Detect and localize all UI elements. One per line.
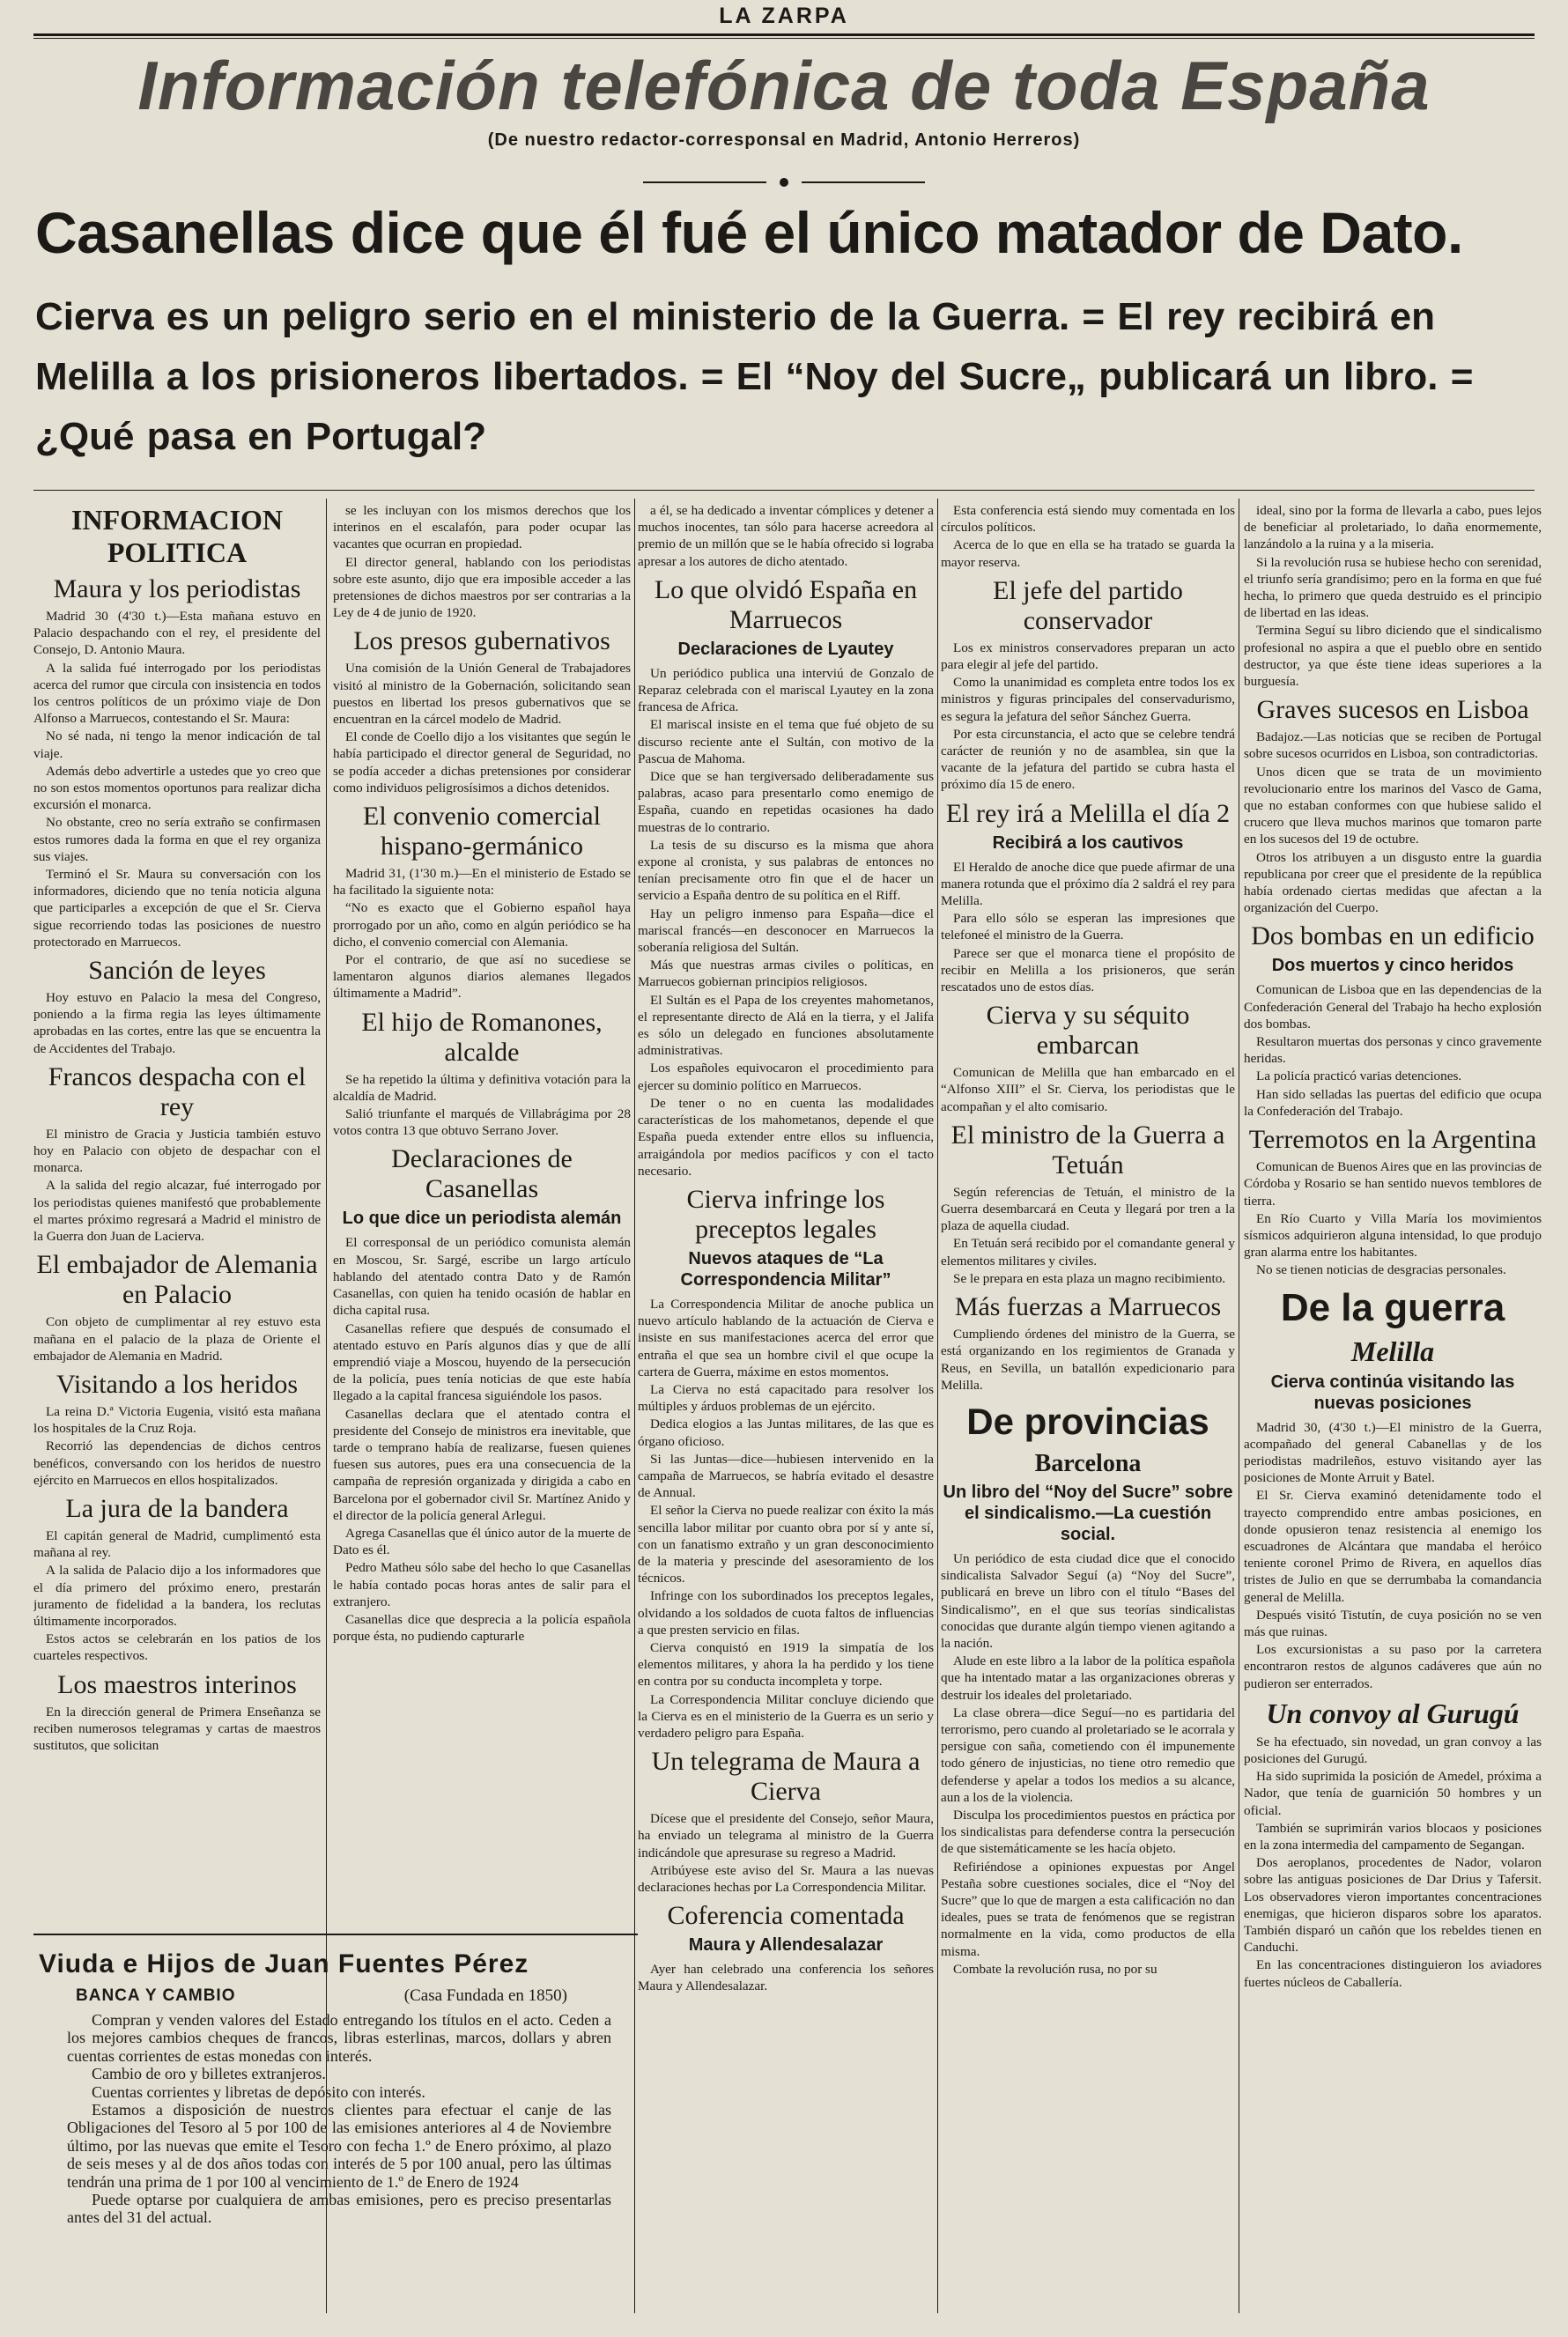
paragraph: Hoy estuvo en Palacio la mesa del Congreso, poniendo a la firma regia las leyes últimamente aprobadas en las cortes, entre las que se encuentra la de Accidentes del Trabajo. [33,990,321,1056]
paragraph: Acerca de lo que en ella se ha tratado se guarda la mayor reserva. [941,537,1235,570]
paragraph: Los españoles equivocaron el procedimiento para ejercer su dominio político en Marruecos. [638,1061,934,1093]
paragraph: Atribúyese este aviso del Sr. Maura a las nuevas declaraciones hechas por La Correspondencia Militar. [638,1862,934,1895]
article-subheading: Dos muertos y cinco heridos [1271,956,1514,976]
paragraph: Comunican de Buenos Aires que en las provincias de Córdoba y Rosario se han sentido nuevos temblores de tierra. [1244,1159,1542,1209]
paragraph: Por el contrario, de que así no sucediese se lamentaron algunos diarios alemanes llegados últimamente a Madrid”. [333,952,631,1002]
article-heading: Coferencia comentada [667,1901,905,1931]
paragraph: Según referencias de Tetuán, el ministro de la Guerra desembarcará en Ceuta y llegará por tren a la plaza de aquella ciudad. [941,1184,1235,1234]
article-heading: Visitando a los heridos [56,1369,298,1399]
paragraph: Se le prepara en esta plaza un magno recibimiento. [953,1270,1226,1286]
paragraph: Salió triunfante el marqués de Villabrágima por 28 votos contra 13 que obtuvo Serrano Jover. [333,1106,631,1139]
article-heading: Los presos gubernativos [353,626,610,656]
article-heading: El ministro de la Guerra a Tetuán [950,1120,1225,1180]
paragraph: Disculpa los procedimientos puestos en práctica por los sindicalistas para defenderse contra la persecución de que sistemáticamente se les hacía objeto. [941,1807,1235,1857]
paragraph: Madrid 30, (4'30 t.)—El ministro de la Guerra, acompañado del general Cabanellas y de los periodistas madrileños, estuvo visitando ayer las posiciones de Monte Arruit y Batel. [1244,1419,1542,1486]
paragraph: Se ha efectuado, sin novedad, un gran convoy a las posiciones del Gurugú. [1244,1734,1542,1766]
paragraph: En la dirección general de Primera Enseñanza se reciben numerosos telegramas y cartas de maestros sustitutos, que solicitan [33,1704,321,1753]
ad-title: Viuda e Hijos de Juan Fuentes Pérez [39,1949,529,1978]
paragraph: “No es exacto que el Gobierno español haya prorrogado por un año, como en algún periódico se ha dicho, el convenio comercial con Alemania. [333,900,631,950]
paragraph: A la salida fué interrogado por los periodistas acerca del rumor que circula con insistencia en todos los centros políticos de un próximo viaje de Don Alfonso a Marruecos, contestando el Sr. Maura: [33,660,321,727]
paragraph: Comunican de Lisboa que en las dependencias de la Confederación General del Trabajo ha hecho explosión dos bombas. [1244,982,1542,1032]
ad-paragraph: Puede optarse por cualquiera de ambas emisiones, pero es preciso presentarlas antes del 31 del actual. [67,2191,611,2227]
paragraph: Para ello sólo se esperan las impresiones que telefoneé el ministro de la Guerra. [941,911,1235,943]
banner-title: Información telefónica de toda España [137,47,1431,124]
section-heading: De la guerra [1280,1285,1505,1329]
column-2 [333,502,631,1929]
paragraph: La clase obrera—dice Seguí—no es partidaria del terrorismo, pero cuando al proletariado se le acorrala y persigue con saña, cometiendo con él impunemente todo género de injusticias, no tiene otro remedio que defenderse y apelar a todos los medios a su alcance, aun a los de la violencia. [941,1705,1235,1805]
paragraph: La Correspondencia Militar de anoche publica un nuevo artículo hablando de la actuación de Cierva e insiste en sus manifestaciones acerca del error que entraña el que sea un hombre civil el que ocupe la cartera de Guerra, máxime en estos momentos. [638,1296,934,1379]
paragraph: Más que nuestras armas civiles o políticas, en Marruecos gobiernan principios religiosos. [638,958,934,990]
article-heading: El jefe del partido conservador [993,575,1183,635]
paragraph: Una comisión de la Unión General de Trabajadores visitó al ministro de la Gobernación, solicitando sean puestos en libertad los presos gubernativos que se encuentran en la cárcel modelo de Madrid. [333,661,631,728]
paragraph: Dícese que el presidente del Consejo, señor Maura, ha enviado un telegrama al ministro de la Guerra indicándole que apresurase su regreso a Madrid. [638,1811,934,1860]
section-title: INFORMACION POLITICA [71,504,283,568]
ad-paragraph: Cuentas corrientes y libretas de depósito con interés. [92,2082,425,2101]
article-heading: Maura y los periodistas [53,574,301,603]
paragraph: También se suprimirán varios blocaos y posiciones en la zona intermedia del campamento de Segangan. [1244,1820,1542,1853]
main-headline: Casanellas dice que él fué el único matador de Dato. [35,200,1463,265]
ad-paragraph: Compran y venden valores del Estado entregando los títulos en el acto. Ceden a los mejores cambios cheques de francos, libras esterlinas, marcos, dollars y abren cuentas corrientes de estas monedas con interés. [67,2011,611,2065]
paragraph: Pedro Matheu sólo sabe del hecho lo que Casanellas le había contado pocas horas antes de salir para el extranjero. [333,1560,631,1609]
paragraph: La Cierva no está capacitado para resolver los múltiples y árduos problemas de un ejército. [638,1381,934,1415]
paragraph: Madrid 30 (4'30 t.)—Esta mañana estuvo en Palacio despachando con el rey, el presidente del Consejo, D. Antonio Maura. [33,609,321,658]
article-heading: Un telegrama de Maura a Cierva [651,1747,921,1807]
paragraph: Dos aeroplanos, procedentes de Nador, volaron sobre las antiguas posiciones de Dar Drius y Tafersit. Los observadores vieron importantes concentraciones enemigas, que hicieron disparos sobre los aparatos. También disparó un cañón que los rebeldes tienen en Canduchi. [1244,1855,1542,1956]
paragraph: No sé nada, ni tengo la menor indicación de tal viaje. [33,728,321,761]
article-heading: Más fuerzas a Marruecos [954,1292,1222,1322]
ad-paragraph: Estamos a disposición de nuestros clientes para efectuar el canje de las Obligaciones del Tesoro al 5 por 100 de las emisiones anteriores al 4 de Noviembre último, por las nuevas que emite el Tesoro con fecha 1.º de Enero próximo, al plazo de seis meses y al de dos años todas con interés de 5 por 100 anual, pero las últimas tendrán una prima de 1 por 100 al vencimiento de 1.º de Enero de 1924 [67,2101,611,2191]
paragraph: La tesis de su discurso es la misma que ahora expone al cronista, y sus palabras de entonces no tenían precisamente otro fin que el de hacer un servicio a España dentro de su política en el Riff. [638,837,934,904]
paragraph: Ha sido suprimida la posición de Amedel, próxima a Nador, que tenía de guarnición 50 hombres y un oficial. [1244,1769,1542,1818]
article-heading: Francos despacha con el rey [48,1061,307,1121]
column-3 [638,502,934,2312]
article-subheading: Un libro del “Noy del Sucre” sobre el sindicalismo.—La cuestión social. [943,1482,1233,1544]
ad-subtitle: BANCA Y CAMBIO [76,1986,236,2005]
paragraph: Los excursionistas a su paso por la carretera encontraron restos de algunos cadáveres que aún no pudieron ser enterrados. [1244,1642,1542,1691]
paragraph: Terminó el Sr. Maura su conversación con los informadores, diciendo que no tenía noticia alguna que participarles a excepción de que el Sr. Cierva sigue recorriendo todas las posiciones de nuestro protectorado en Marruecos. [33,867,321,950]
ad-subtitle-row [76,1986,603,2006]
paragraph: a él, se ha dedicado a inventar cómplices y detener a muchos inocentes, tan sólo para hacerse acreedora al premio de un millón que se le había ofrecido si lograba apresar a los autores de dicho atentado. [638,503,934,569]
article-heading: Terremotos en la Argentina [1248,1125,1537,1155]
paragraph: Con objeto de cumplimentar al rey estuvo esta mañana en el palacio de la plaza de Oriente el embajador de Alemania en Madrid. [33,1314,321,1364]
ad-paragraph: Cambio de oro y billetes extranjeros. [92,2065,326,2083]
article-heading: El embajador de Alemania en Palacio [36,1250,318,1310]
paragraph: El conde de Coello dijo a los visitantes que según le había participado el director general de Seguridad, no se podía acceder a dichas pretensiones por considerar como individuos peligrosísimos a dichos detenidos. [333,729,631,795]
paragraph: Badajoz.—Las noticias que se reciben de Portugal sobre sucesos ocurridos en Lisboa, son contradictorias. [1244,729,1542,762]
paragraph: El mariscal insiste en el tema que fué objeto de su discurso reciente ante el Sultán, con motivo de la Pascua de Mahoma. [638,717,934,766]
paragraph: Refiriéndose a opiniones expuestas por Angel Pestaña sobre cuestiones sociales, dice el “Noy del Sucre” que lo que de margen a esta calificación no dan ideales, pues se trata de fenómenos que se registran normalmente en la vida, como productos de ella misma. [941,1859,1235,1959]
article-subheading: Nuevos ataques de “La Correspondencia Militar” [680,1248,891,1290]
paragraph: Dedica elogios a las Juntas militares, de las que es órgano oficioso. [638,1416,934,1449]
article-heading: Lo que olvidó España en Marruecos [654,574,918,634]
article-subheading: Declaraciones de Lyautey [677,639,894,659]
city-heading: Melilla [1350,1335,1435,1367]
paragraph: Ayer han celebrado una conferencia los señores Maura y Allendesalazar. [638,1962,934,1994]
article-subheading: Recibirá a los cautivos [992,832,1184,853]
article-heading: Graves sucesos en Lisboa [1256,695,1529,725]
paragraph: Cierva conquistó en 1919 la simpatía de los elementos militares, y ahora la ha perdido y los tiene en contra por su conducta incompleta y torpe. [638,1639,934,1690]
column-1 [33,502,321,1929]
paragraph: La reina D.ª Victoria Eugenia, visitó esta mañana los hospitales de la Cruz Roja. [33,1403,321,1437]
city-heading: Barcelona [1034,1449,1142,1477]
paragraph: Un periódico de esta ciudad dice que el conocido sindicalista Salvador Seguí (a) “Noy del Sucre”, publicará en breve un libro con el título “Bases del Sindicalismo”, en el que sus teorías sindicalistas conocidas que durante algún tiempo vienen agitando a la nación. [941,1550,1235,1651]
article-heading: Cierva y su séquito embarcan [986,1001,1190,1061]
paragraph: Después visitó Tistutín, de cuya posición no se ven más que ruinas. [1244,1607,1542,1639]
article-heading: Cierva infringe los preceptos legales [686,1184,885,1244]
paragraph: Por esta circunstancia, el acto que se celebre tendrá carácter de reunión y no de asamblea, sin que la vacante de la jefatura del partido se cubra hasta el próximo día 15 de enero. [941,726,1235,793]
paragraph: El Sr. Cierva examinó detenidamente todo el trayecto comprendido entre ambas posiciones, en donde opusieron tenaz resistencia al enemigo los escuadrones de Alcántara que mandaba el heróico teniente coronel Primo de Rivera, en aquellos días tristes de Julio en que se derrumbaba la comandancia general de Melilla. [1244,1488,1542,1605]
column-divider [937,499,938,2313]
sub-headline: Cierva es un peligro serio en el ministerio de la Guerra. = El rey recibirá en Melilla a los prisioneros libertados. = El “Noy del Sucre„ publicará un libro. = ¿Qué pasa en Portugal? [35,295,1474,458]
paragraph: A la salida de Palacio dijo a los informadores que el día primero del próximo enero, prestarán juramento de fidelidad a la bandera, los reclutas últimamente incorporados. [33,1563,321,1629]
paragraph: Además debo advertirle a ustedes que yo creo que no son estos momentos oportunos para realizar dicha excursión el monarca. [33,763,321,813]
paragraph: Casanellas dice que desprecia a la policía española porque ésta, no pudiendo capturarle [333,1611,631,1645]
paragraph: De tener o no en cuenta las modalidades características de los mahometanos, depende el que España pueda extender entre ellos su influencia, arraigándola por medios pacíficos y con el tacto necesario. [638,1095,934,1179]
paragraph: Se ha repetido la última y definitiva votación para la alcaldía de Madrid. [333,1071,631,1104]
article-subheading: Lo que dice un periodista alemán [342,1209,622,1229]
paragraph: Cumpliendo órdenes del ministro de la Guerra, se está organizando en los regimientos de Granada y Reus, en Sevilla, un batallón expedicionario para Melilla. [941,1327,1235,1393]
article-heading: El hijo de Romanones, alcalde [361,1007,603,1067]
paragraph: Combate la revolución rusa, no por su [953,1961,1158,1977]
paragraph: Comunican de Melilla que han embarcado en el “Alfonso XIII” el Sr. Cierva, los periodistas que le acompañan y el alto comisario. [941,1065,1235,1114]
ad-founded: (Casa Fundada en 1850) [403,1986,567,2005]
paragraph: La Correspondencia Militar concluye diciendo que la Cierva es en el ministerio de la Guerra es un serio y verdadero peligro para España. [638,1691,934,1741]
column-4 [941,502,1235,2312]
paragraph: Infringe con los subordinados los preceptos legales, olvidando a los soldados de cuota faltos de influencias a que presten servicio en filas. [638,1588,934,1638]
paragraph: El Sultán es el Papa de los creyentes mahometanos, el representante directo de Alá en la tierra, y el Jalifa es sólo un delegado en funciones absolutamente administrativas. [638,992,934,1059]
section-heading: De provincias [966,1400,1209,1442]
article-heading: Los maestros interinos [57,1669,297,1699]
paragraph: Hay un peligro inmenso para España—dice el mariscal francés—en desconocer en Marruecos la soberanía religiosa del Sultán. [638,906,934,956]
paragraph: Otros los atribuyen a un disgusto entre la guardia republicana por creer que el presidente de la república había ordenado ciertas medidas que afectan a la organización del Cuerpo. [1244,849,1542,916]
paragraph: Esta conferencia está siendo muy comentada en los círculos políticos. [941,503,1235,536]
paragraph: Casanellas declara que el atentado contra el presidente del Consejo de ministros era inevitable, que tarde o temprano había de realizarse, fuesen quienes fuesen sus autores, pues era una consecuencia de la campaña de represión organizada y dirigida a cabo en Barcelona por el gobernador civil Sr. Martínez Anido y el director de la policía general Arlegui. [333,1406,631,1523]
paragraph: El señor la Cierva no puede realizar con éxito la más sencilla labor militar por cuanto obra por sí y ante sí, con un fanatismo extraño y un gran desconocimiento de la materia y prescinde del asesoramiento de los técnicos. [638,1503,934,1586]
paragraph: Agrega Casanellas que él único autor de la muerte de Dato es él. [333,1525,631,1558]
paragraph: El director general, hablando con los periodistas sobre este asunto, dijo que era imposible acceder a las pretensiones de dichos maestros por ser contrarias a la Ley de 4 de junio de 1920. [333,554,631,621]
article-heading: Un convoy al Gurugú [1266,1697,1520,1729]
article-heading: Sanción de leyes [88,956,266,986]
paragraph: En las concentraciones distinguieron los aviadores fuertes núcleos de Caballería. [1244,1957,1542,1990]
paragraph: Termina Seguí su libro diciendo que el sindicalismo profesional no aspira a que el pueblo obre en sentido destructor, ya que éste tiene ideas superiores a la burguesía. [1244,623,1542,690]
paragraph: El corresponsal de un periódico comunista alemán en Moscou, Sr. Sargé, escribe un largo artículo hablando del atentado contra Dato y de Ramón Casanellas, con quien ha tenido ocasión de hablar en dicha capital rusa. [333,1235,631,1319]
paragraph: En Tetuán será recibido por el comandante general y elementos militares y civiles. [941,1236,1235,1268]
paragraph: El ministro de Gracia y Justicia también estuvo hoy en Palacio con objeto de despachar con el monarca. [33,1126,321,1176]
paragraph: A la salida del regio alcazar, fué interrogado por los periodistas quienes manifestó que probablemente el martes próximo regresará a Madrid el ministro de la Guerra don Juan de Lacierva. [33,1178,321,1245]
paragraph: Un periódico publica una interviú de Gonzalo de Reparaz celebrada con el mariscal Lyautey en la zona francesa de Africa. [638,665,934,715]
bank-advertisement [33,1934,638,2312]
paragraph: Estos actos se celebrarán en los patios de los cuarteles respectivos. [33,1631,321,1664]
paragraph: La policía practicó varias detenciones. [1256,1069,1462,1084]
paragraph: Los ex ministros conservadores preparan un acto para elegir al jefe del partido. [941,640,1235,673]
paragraph: ideal, sino por la forma de llevarla a cabo, pues lejos de beneficiar al proletariado, lo daña enormemente, lanzándolo a la ruina y a la miseria. [1244,503,1542,552]
ornament-divider [643,176,925,189]
paragraph: Casanellas refiere que después de consumado el atentado estuvo en París algunos días y que de allí emprendió viaje a Moscou, huyendo de la persecución de la policía, pues tenía noticias de que este había llegado a la capital francesa siguiéndole los pasos. [333,1320,631,1404]
paragraph: Recorrió las dependencias de dichos centros benéficos, conversando con los heridos de nuestro ejército en Marruecos en ellos hospitalizados. [33,1438,321,1488]
top-rule [33,33,1535,39]
paragraph: Como la unanimidad es completa entre todos los ex ministros y figuras principales del conservadurismo, es segura la jefatura del señor Sánchez Guerra. [941,675,1235,724]
column-5 [1244,502,1542,2312]
article-subheading: Cierva continúa visitando las nuevas posiciones [1270,1372,1515,1413]
paragraph: Si la revolución rusa se hubiese hecho con serenidad, el triunfo sería grandísimo; pero en la forma en que fué hecha, lo primero que queda destruido es el principio de libertad en las ideas. [1244,554,1542,621]
article-heading: El convenio comercial hispano-germánico [363,802,601,862]
paragraph: No obstante, creo no sería extraño se confirmasen estos rumores dada la forma en que el rey organiza sus viajes. [33,815,321,864]
paragraph: Han sido selladas las puertas del edificio que ocupa la Confederación del Trabajo. [1244,1086,1542,1119]
paragraph: Resultaron muertas dos personas y cinco gravemente heridas. [1244,1034,1542,1067]
headline-rule [33,490,1535,491]
article-subheading: Maura y Allendesalazar [688,1935,884,1956]
paragraph: Dice que se han tergiversado deliberadamente sus palabras, acaso para presentarlo como enemigo de España, cuando en repetidas ocasiones ha dado muestras de lo contrario. [638,769,934,835]
article-heading: Dos bombas en un edificio [1251,921,1535,951]
paragraph: Parece ser que el monarca tiene el propósito de recibir en Melilla a los prisioneros, que serán rescatados uno de estos días. [941,945,1235,995]
paragraph: El capitán general de Madrid, cumplimentó esta mañana al rey. [33,1527,321,1561]
paragraph: se les incluyan con los mismos derechos que los interinos en el escalafón, para poder ocupar las vacantes que ocurran en propiedad. [333,503,631,552]
paragraph: Madrid 31, (1'30 m.)—En el ministerio de Estado se ha facilitado la siguiente nota: [333,866,631,899]
paragraph: Unos dicen que se trata de un movimiento revolucionario entre los marinos del Vasco de Gama, que no estaban conformes con que hubiese salido el crucero que lleva muchos marinos que tomaron parte en los sucesos del 19 de octubre. [1244,764,1542,847]
article-heading: El rey irá a Melilla el día 2 [945,798,1231,828]
article-heading: Declaraciones de Casanellas [391,1144,573,1204]
paragraph: En Río Cuarto y Villa María los movimientos sísmicos adquirieron alguna intensidad, lo que produjo gran alarma entre los habitantes. [1244,1210,1542,1261]
paragraph: Alude en este libro a la labor de la política española que ha intentado matar a las organizaciones obreras y destruir los ideales del proletariado. [941,1653,1235,1703]
article-heading: La jura de la bandera [65,1493,289,1523]
byline: (De nuestro redactor-corresponsal en Madrid, Antonio Herreros) [487,130,1081,150]
paragraph: Si las Juntas—dice—hubiesen intervenido en la campaña de Marruecos, se habría evitado el desastre de Annual. [638,1451,934,1501]
masthead: LA ZARPA [719,4,849,28]
paragraph: No se tienen noticias de desgracias personales. [1256,1262,1506,1278]
paragraph: El Heraldo de anoche dice que puede afirmar de una manera rotunda que el próximo día 2 saldrá el rey para Melilla. [941,859,1235,909]
